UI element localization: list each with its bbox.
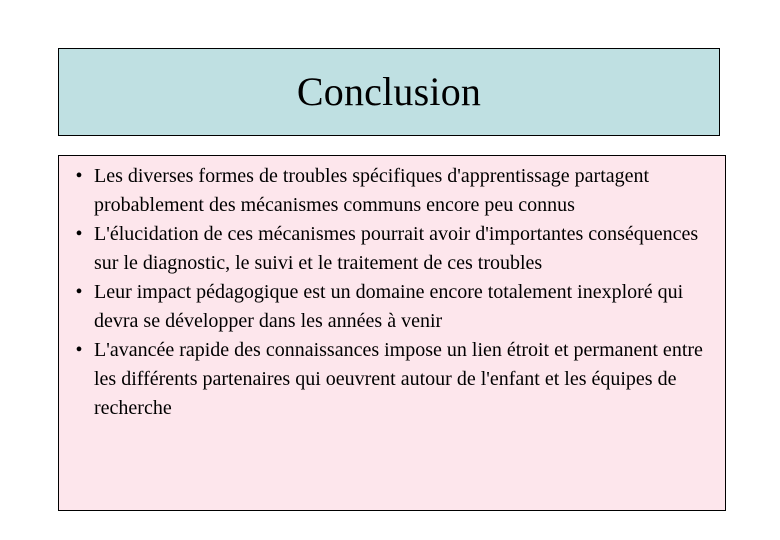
content-box bbox=[58, 155, 726, 511]
bullet-text: Leur impact pédagogique est un domaine encore totalement inexploré qui devra se développer dans les années à venir bbox=[94, 281, 684, 332]
slide-title: Conclusion bbox=[296, 69, 482, 114]
bullet-icon: • bbox=[75, 165, 83, 187]
bullet-icon: • bbox=[75, 339, 83, 361]
title-box bbox=[58, 48, 720, 136]
bullet-item bbox=[69, 278, 715, 336]
bullet-icon: • bbox=[75, 281, 83, 303]
bullet-text: L'élucidation de ces mécanismes pourrait avoir d'importantes conséquences sur le diagnostic, le suivi et le traitement de ces troubles bbox=[94, 223, 699, 274]
bullet-text: Les diverses formes de troubles spécifiques d'apprentissage partagent probablement des mécanismes communs encore peu connus bbox=[94, 165, 650, 216]
bullet-item bbox=[69, 162, 715, 220]
bullet-item bbox=[69, 220, 715, 278]
bullet-list bbox=[59, 156, 725, 423]
bullet-item bbox=[69, 336, 715, 423]
bullet-text: L'avancée rapide des connaissances impose un lien étroit et permanent entre les différents partenaires qui oeuvrent autour de l'enfant et les équipes de recherche bbox=[94, 339, 703, 419]
bullet-icon: • bbox=[75, 223, 83, 245]
